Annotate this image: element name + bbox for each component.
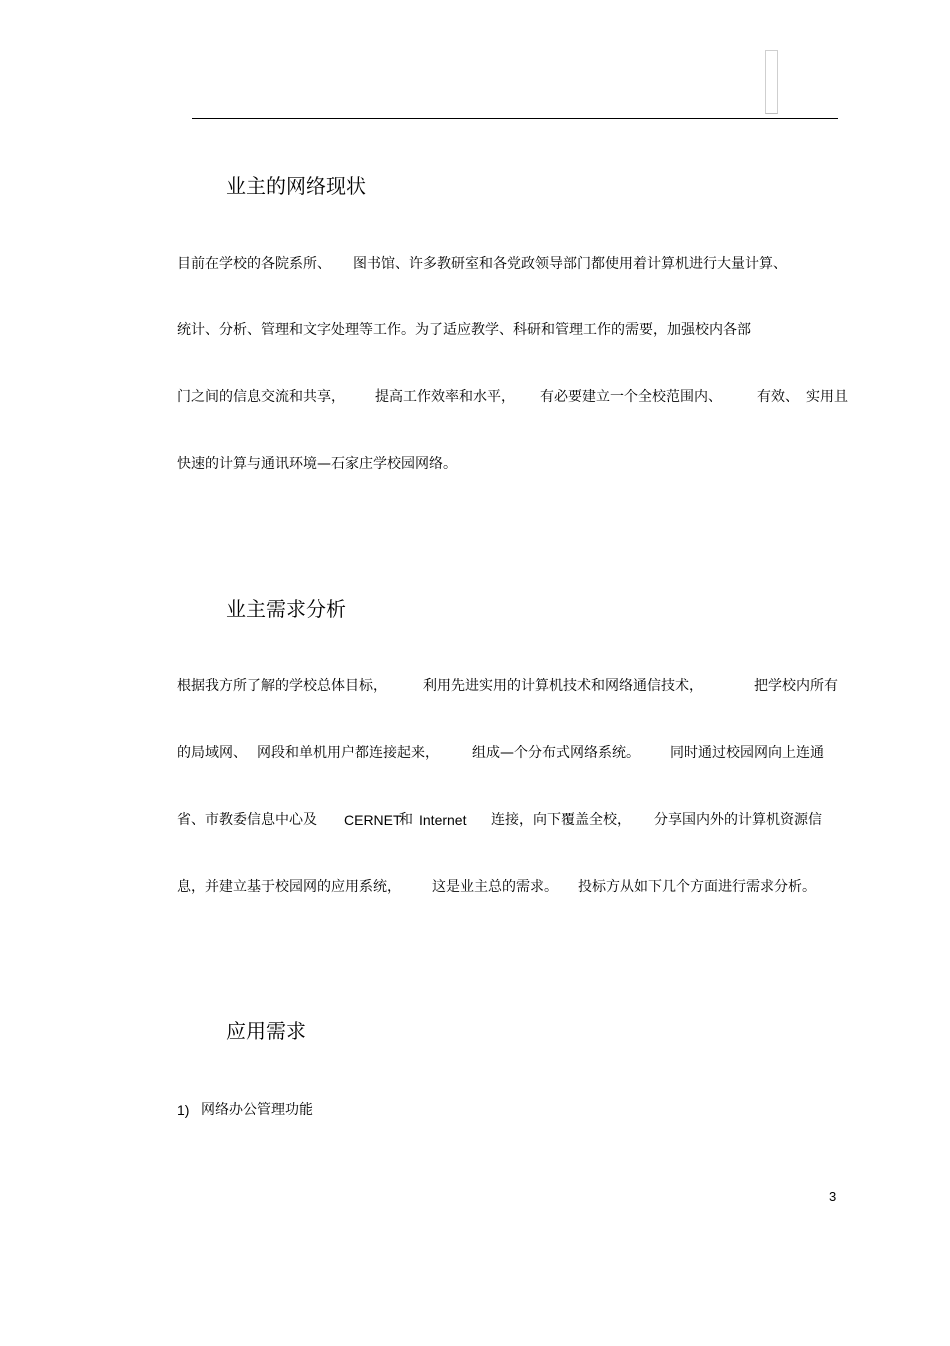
section-heading-network-status: 业主的网络现状 xyxy=(226,174,366,198)
text-segment: 息，并建立基于校园网的应用系统， xyxy=(177,879,401,895)
text-segment: 把学校内所有 xyxy=(754,678,838,694)
list-item-number: 1) xyxy=(177,1102,190,1118)
section-heading-application-requirements: 应用需求 xyxy=(226,1019,306,1043)
text-segment: 快速的计算与通讯环境—石家庄学校园网络。 xyxy=(177,456,457,472)
text-segment: 统计、分析、管理和文字处理等工作。为了适应教学、科研和管理工作的需要，加强校内各部 xyxy=(177,322,751,338)
text-segment: 的局域网、 xyxy=(177,745,247,761)
list-item-text: 网络办公管理功能 xyxy=(201,1102,313,1118)
section-heading-requirements-analysis: 业主需求分析 xyxy=(226,597,346,621)
text-segment: 分享国内外的计算机资源信 xyxy=(654,812,822,828)
header-rule xyxy=(192,118,838,119)
text-segment: 和 xyxy=(399,812,413,828)
text-segment: 实用且 xyxy=(806,389,848,405)
text-segment: 门之间的信息交流和共享， xyxy=(177,389,345,405)
text-segment: 有必要建立一个全校范围内、 xyxy=(540,389,722,405)
corner-mark xyxy=(765,50,778,114)
text-segment: 目前在学校的各院系所、 xyxy=(177,256,331,272)
text-segment: 连接，向下覆盖全校， xyxy=(491,812,631,828)
text-segment: 网段和单机用户都连接起来， xyxy=(257,745,439,761)
text-segment: 这是业主总的需求。 xyxy=(432,879,558,895)
page-number: 3 xyxy=(829,1189,837,1204)
text-segment: 组成—个分布式网络系统。 xyxy=(472,745,640,761)
text-segment-internet: Internet xyxy=(419,812,467,828)
text-segment-cernet: CERNET xyxy=(344,812,402,828)
text-segment: 投标方从如下几个方面进行需求分析。 xyxy=(578,879,816,895)
text-segment: 根据我方所了解的学校总体目标， xyxy=(177,678,387,694)
text-segment: 图书馆、许多教研室和各党政领导部门都使用着计算机进行大量计算、 xyxy=(353,256,787,272)
text-segment: 利用先进实用的计算机技术和网络通信技术， xyxy=(423,678,703,694)
text-segment: 同时通过校园网向上连通 xyxy=(670,745,824,761)
text-segment: 省、市教委信息中心及 xyxy=(177,812,317,828)
text-segment: 提高工作效率和水平， xyxy=(375,389,515,405)
text-segment: 有效、 xyxy=(757,389,799,405)
